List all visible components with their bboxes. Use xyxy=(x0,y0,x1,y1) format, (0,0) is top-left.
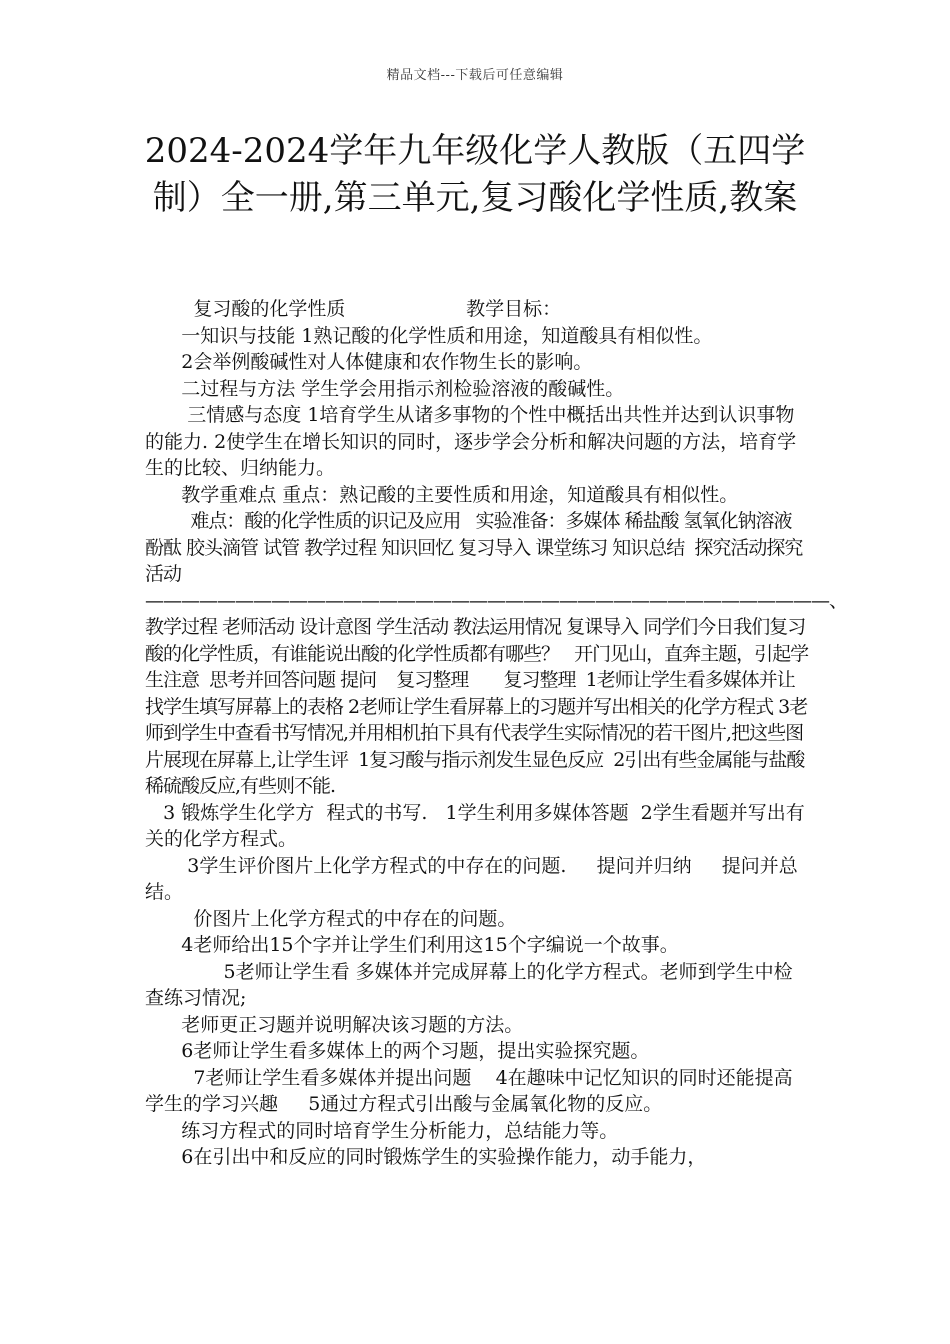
document-body xyxy=(145,296,868,1171)
paragraph: 教学重难点 重点：熟记酸的主要性质和用途，知道酸具有相似性。 xyxy=(145,483,739,506)
paragraph: 三情感与态度 1培育学生从诸多事物的个性中概括出共性并达到认识事物的能力. 2使学生在增长知识的同时，逐步学会分析和解决问题的方法，培育学生的比较、归纳能力。 xyxy=(145,404,797,479)
paragraph: 价图片上化学方程式的中存在的问题。 xyxy=(145,907,517,930)
paragraph: 6老师让学生看多媒体上的两个习题，提出实验探究题。 xyxy=(145,1040,650,1062)
paragraph: 2会举例酸碱性对人体健康和农作物生长的影响。 xyxy=(145,351,593,373)
document-title: 2024-2024学年九年级化学人教版（五四学制）全一册,第三单元,复习酸化学性质,教案 xyxy=(144,131,806,218)
paragraph: 练习方程式的同时培育学生分析能力，总结能力等。 xyxy=(145,1119,619,1142)
paragraph: 5老师让学生看 多媒体并完成屏幕上的化学方程式。老师到学生中检查练习情况; xyxy=(145,960,793,1009)
paragraph: 二过程与方法 学生学会用指示剂检验溶液的酸碱性。 xyxy=(145,377,625,400)
paragraph: 老师更正习题并说明解决该习题的方法。 xyxy=(145,1013,524,1036)
paragraph: 一知识与技能 1熟记酸的化学性质和用途，知道酸具有相似性。 xyxy=(145,324,713,347)
page-header: 精品文档---下载后可任意编辑 xyxy=(386,68,564,83)
paragraph: 复习酸的化学性质 教学目标： xyxy=(145,298,562,320)
paragraph: 难点：酸的化学性质的识记及应用 实验准备：多媒体 稀盐酸 氢氧化钠溶液 酚酞 胶头滴管 试管 教学过程 知识回忆 复习导入 课堂练习 知识总结 探究活动探究活动 ——————————————————————————————————————、 教学过程 老师活动 设计意图 学生活动 教法运用情况 复课导入 同学们今日我们复习酸的化学性质，有谁能说出酸的化学性质都有哪些？ 开门见山，直奔主题，引起学生注意 思考并回答问题 提问 复习整理 复习整理 1老师让学生看多媒体并让找学生填写屏幕上的表格 2老师让学生看屏幕上的习题并写出相关的化学方程式 3老师到学生中查看书写情况,并用相机拍下具有代表学生实际情况的若干图片,把这些图片展现在屏幕上,让学生评 1复习酸与指示剂发生显色反应 2引出有些金属能与盐酸稀硫酸反应,有些则不能. xyxy=(145,510,868,797)
paragraph: 3学生评价图片上化学方程式的中存在的问题. 提问并归纳 提问并总结。 xyxy=(145,854,798,903)
paragraph: 3 锻炼学生化学方 程式的书写. 1学生利用多媒体答题 2学生看题并写出有关的化学方程式。 xyxy=(145,801,805,850)
paragraph: 6在引出中和反应的同时锻炼学生的实验操作能力，动手能力， xyxy=(145,1146,707,1168)
paragraph: 7老师让学生看多媒体并提出问题 4在趣味中记忆知识的同时还能提高学生的学习兴趣 5通过方程式引出酸与金属氧化物的反应。 xyxy=(145,1066,793,1115)
paragraph: 4老师给出15个字并让学生们利用这15个字编说一个故事。 xyxy=(145,934,679,956)
